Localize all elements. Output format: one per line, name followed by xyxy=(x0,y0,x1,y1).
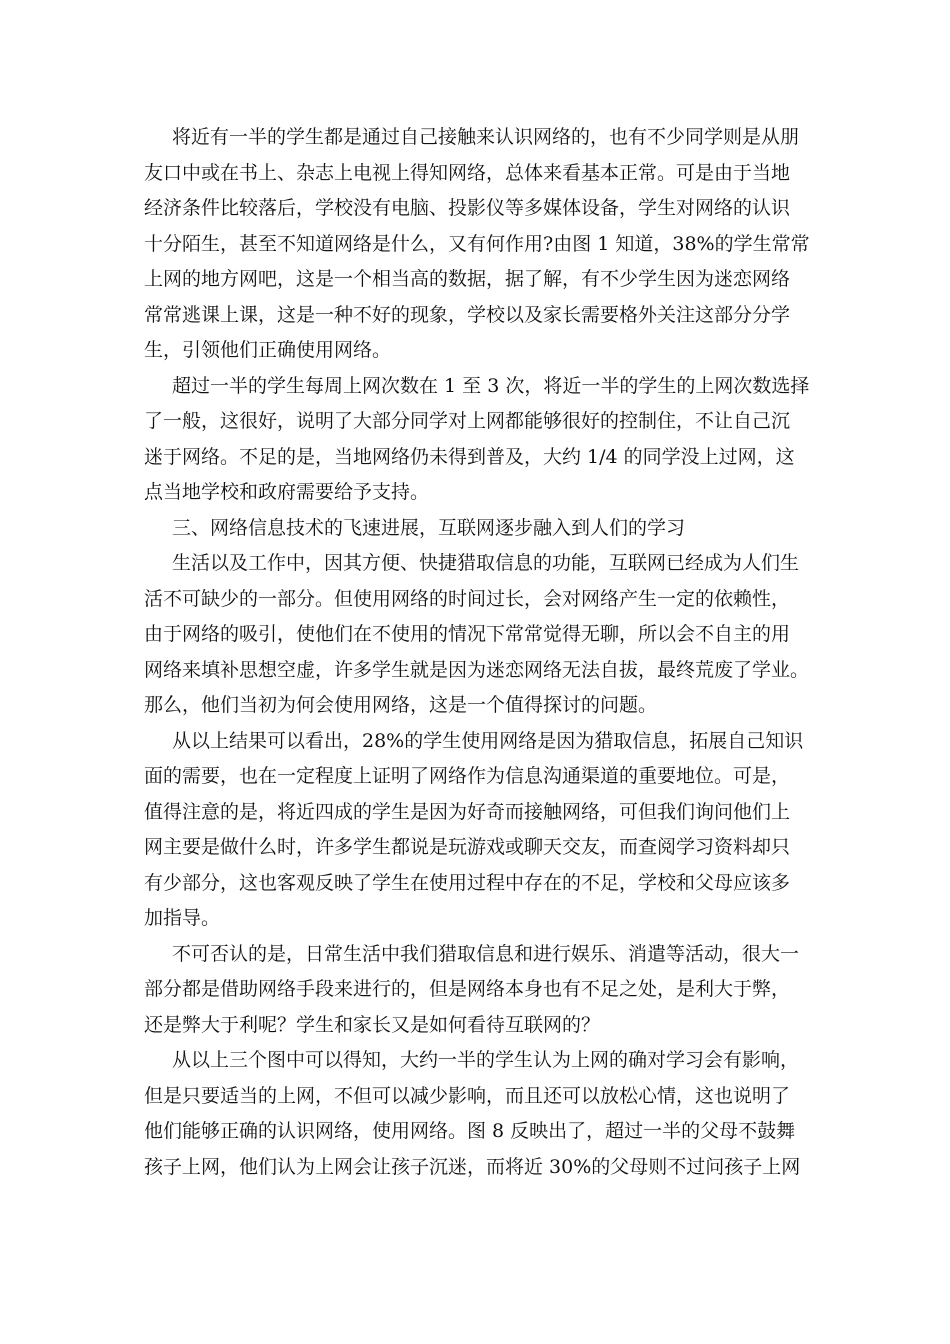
text-line: 友口中或在书上、杂志上电视上得知网络，总体来看基本正常。可是由于当地 xyxy=(144,161,791,184)
text-line: 网络来填补思想空虚，许多学生就是因为迷恋网络无法自拔，最终荒废了学业。 xyxy=(144,658,810,681)
text-line: 网主要是做什么时，许多学生都说是玩游戏或聊天交友，而查阅学习资料却只 xyxy=(144,836,791,858)
text-line: 超过一半的学生每周上网次数在 1 至 3 次，将近一半的学生的上网次数选择 xyxy=(172,374,810,397)
text-line: 三、网络信息技术的飞速进展，互联网逐步融入到人们的学习 xyxy=(172,516,686,539)
text-line: 十分陌生，甚至不知道网络是什么，又有何作用?由图 1 知道，38%的学生常常 xyxy=(144,232,810,255)
text-line: 了一般，这很好，说明了大部分同学对上网都能够很好的控制住，不让自己沉 xyxy=(144,410,791,432)
text-line: 生活以及工作中，因其方便、快捷猎取信息的功能，互联网已经成为人们生 xyxy=(172,552,800,574)
text-line: 上网的地方网吧，这是一个相当高的数据，据了解，有不少学生因为迷恋网络 xyxy=(144,268,791,290)
text-line: 不可否认的是，日常生活中我们猎取信息和进行娱乐、消遣等活动，很大一 xyxy=(172,942,800,965)
text-line: 但是只要适当的上网，不但可以减少影响，而且还可以放松心情，这也说明了 xyxy=(144,1084,791,1107)
text-line: 生，引领他们正确使用网络。 xyxy=(144,339,392,361)
text-line: 由于网络的吸引，使他们在不使用的情况下常常觉得无聊，所以会不自主的用 xyxy=(144,623,791,645)
text-line: 点当地学校和政府需要给予支持。 xyxy=(144,481,430,503)
text-line: 从以上结果可以看出，28%的学生使用网络是因为猎取信息，拓展自己知识 xyxy=(172,729,804,752)
text-line: 还是弊大于利呢？学生和家长又是如何看待互联网的？ xyxy=(144,1013,601,1036)
body-text xyxy=(144,120,814,1185)
text-line: 经济条件比较落后，学校没有电脑、投影仪等多媒体设备，学生对网络的认识 xyxy=(144,197,791,219)
text-line: 面的需要，也在一定程度上证明了网络作为信息沟通渠道的重要地位。可是， xyxy=(144,765,791,787)
text-line: 迷于网络。不足的是，当地网络仍未得到普及，大约 1/4 的同学没上过网，这 xyxy=(144,445,795,468)
text-line: 他们能够正确的认识网络，使用网络。图 8 反映出了，超过一半的父母不鼓舞 xyxy=(144,1120,796,1142)
text-line: 将近有一半的学生都是通过自己接触来认识网络的，也有不少同学则是从朋 xyxy=(172,126,800,148)
text-line: 那么，他们当初为何会使用网络，这是一个值得探讨的问题。 xyxy=(144,694,658,716)
text-line: 部分都是借助网络手段来进行的，但是网络本身也有不足之处，是利大于弊， xyxy=(144,978,791,1000)
text-line: 活不可缺少的一部分。但使用网络的时间过长，会对网络产生一定的依赖性， xyxy=(144,587,791,610)
text-line: 加指导。 xyxy=(144,907,221,929)
text-line: 从以上三个图中可以得知，大约一半的学生认为上网的确对学习会有影响， xyxy=(172,1049,800,1071)
text-line: 有少部分，这也客观反映了学生在使用过程中存在的不足，学校和父母应该多 xyxy=(144,871,791,894)
text-line: 值得注意的是，将近四成的学生是因为好奇而接触网络，可但我们询问他们上 xyxy=(144,800,791,823)
text-line: 孩子上网，他们认为上网会让孩子沉迷，而将近 30%的父母则不过问孩子上网 xyxy=(144,1155,801,1178)
text-line: 常常逃课上课，这是一种不好的现象，学校以及家长需要格外关注这部分分学 xyxy=(144,303,791,326)
